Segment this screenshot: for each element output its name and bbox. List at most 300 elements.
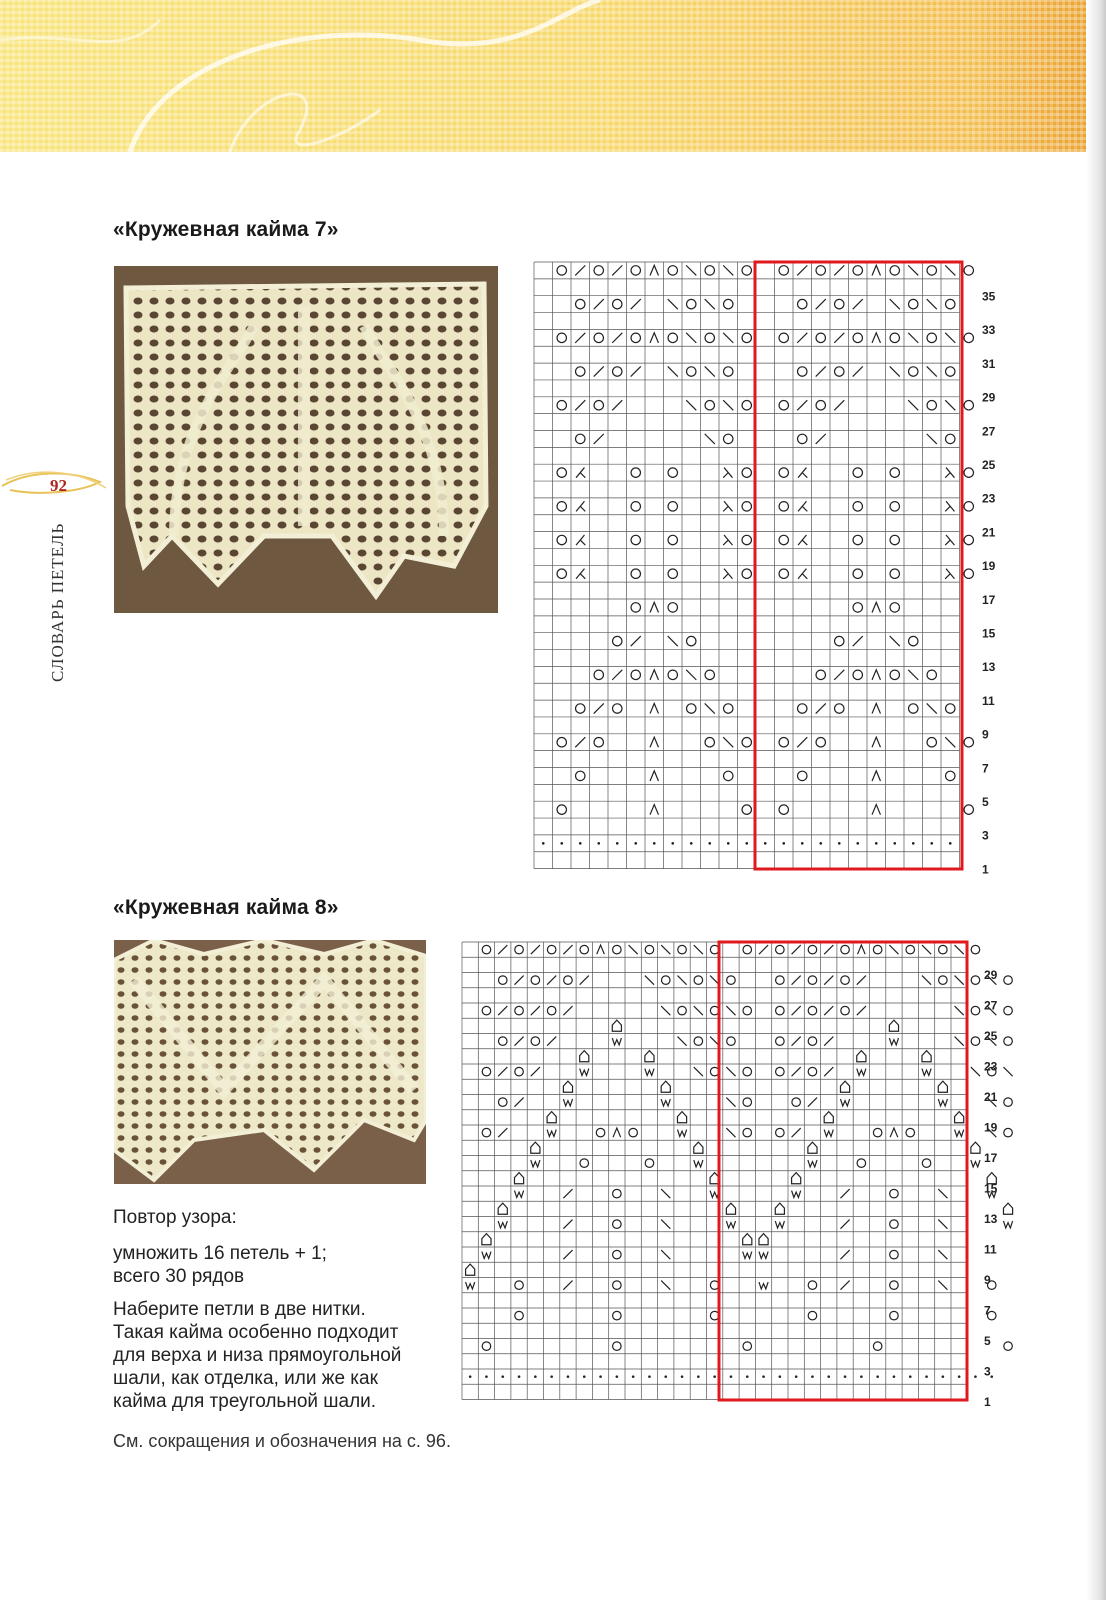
purl-icon xyxy=(909,1375,912,1378)
yarn-over-icon xyxy=(890,1311,899,1320)
ssk-icon xyxy=(726,1067,735,1076)
right-decrease-icon xyxy=(723,468,732,478)
ssk-icon xyxy=(955,976,964,985)
knot-icon xyxy=(726,1203,735,1214)
k2tog-icon xyxy=(575,400,585,410)
yarn-over-icon xyxy=(576,299,585,308)
yarn-over-icon xyxy=(743,1098,752,1107)
row-number-label: 9 xyxy=(984,1272,991,1287)
yarn-over-icon xyxy=(890,670,899,679)
knot-icon xyxy=(759,1234,768,1245)
yarn-over-icon xyxy=(808,1006,817,1015)
yarn-over-icon xyxy=(906,1128,915,1137)
right-decrease-icon xyxy=(945,468,954,478)
cluster-icon xyxy=(466,1282,475,1289)
k2tog-icon xyxy=(840,1220,849,1229)
yarn-over-icon xyxy=(668,569,677,578)
right-decrease-icon xyxy=(723,501,732,511)
ssk-icon xyxy=(955,1037,964,1046)
purl-icon xyxy=(708,842,711,845)
k2tog-icon xyxy=(759,945,768,954)
ssk-icon xyxy=(927,703,937,713)
left-decrease-icon xyxy=(798,569,807,579)
yarn-over-icon xyxy=(927,401,936,410)
yarn-over-icon xyxy=(629,1128,638,1137)
k2tog-icon xyxy=(612,400,622,410)
yarn-over-icon xyxy=(557,535,566,544)
purl-icon xyxy=(827,1375,830,1378)
knot-icon xyxy=(498,1203,507,1214)
ssk-icon xyxy=(908,333,918,343)
row-number-label: 33 xyxy=(982,323,996,338)
k2tog-icon xyxy=(834,333,844,343)
purl-icon xyxy=(779,1375,782,1378)
yarn-over-icon xyxy=(743,1342,752,1351)
cluster-icon xyxy=(694,1160,703,1167)
yarn-over-icon xyxy=(853,670,862,679)
ssk-icon xyxy=(686,670,696,680)
purl-icon xyxy=(501,1375,504,1378)
yarn-over-icon xyxy=(678,1006,687,1015)
k2tog-icon xyxy=(547,1037,556,1046)
knot-icon xyxy=(971,1142,980,1153)
yarn-over-icon xyxy=(939,976,948,985)
yarn-over-icon xyxy=(687,299,696,308)
purl-icon xyxy=(697,1375,700,1378)
ssk-icon xyxy=(686,265,696,275)
yarn-over-icon xyxy=(1004,1006,1013,1015)
yarn-over-icon xyxy=(631,535,640,544)
purl-icon xyxy=(856,842,859,845)
yarn-over-icon xyxy=(631,468,640,477)
ssk-icon xyxy=(922,976,931,985)
knot-icon xyxy=(466,1264,475,1275)
yarn-over-icon xyxy=(576,367,585,376)
row-number-label: 23 xyxy=(982,491,996,506)
purl-icon xyxy=(811,1375,814,1378)
k2tog-icon xyxy=(498,1006,507,1015)
footnote: См. сокращения и обозначения на с. 96. xyxy=(113,1431,451,1451)
knot-icon xyxy=(857,1051,866,1062)
yarn-over-icon xyxy=(779,535,788,544)
ssk-icon xyxy=(726,1006,735,1015)
yarn-over-icon xyxy=(668,468,677,477)
instruction-line: Такая кайма особенно подходит xyxy=(113,1322,399,1343)
left-decrease-icon xyxy=(576,468,585,478)
k2tog-icon xyxy=(824,1067,833,1076)
row-number-label: 13 xyxy=(984,1211,998,1226)
k2tog-icon xyxy=(563,945,572,954)
purl-icon xyxy=(838,842,841,845)
yarn-over-icon xyxy=(498,1037,507,1046)
yarn-over-icon xyxy=(678,945,687,954)
yarn-over-icon xyxy=(668,333,677,342)
cluster-icon xyxy=(482,1252,491,1259)
yarn-over-icon xyxy=(515,945,524,954)
k2tog-icon xyxy=(531,945,540,954)
yarn-over-icon xyxy=(498,1098,507,1107)
right-decrease-icon xyxy=(945,569,954,579)
ssk-icon xyxy=(723,737,733,747)
yarn-over-icon xyxy=(776,1037,785,1046)
k2tog-icon xyxy=(853,636,863,646)
yarn-over-icon xyxy=(631,670,640,679)
yarn-over-icon xyxy=(776,1067,785,1076)
row-number-label: 19 xyxy=(982,559,996,574)
repeat-line2: всего 30 рядов xyxy=(113,1266,245,1287)
yarn-over-icon xyxy=(853,569,862,578)
k2tog-icon xyxy=(514,1098,523,1107)
double-decrease-icon xyxy=(650,771,658,781)
yarn-over-icon xyxy=(742,266,751,275)
k2tog-icon xyxy=(824,945,833,954)
k2tog-icon xyxy=(857,976,866,985)
ssk-icon xyxy=(677,976,686,985)
purl-icon xyxy=(745,842,748,845)
yarn-over-icon xyxy=(743,1067,752,1076)
yarn-over-icon xyxy=(557,401,566,410)
yarn-over-icon xyxy=(631,603,640,612)
yarn-over-icon xyxy=(594,266,603,275)
purl-icon xyxy=(616,842,619,845)
ssk-icon xyxy=(705,703,715,713)
k2tog-icon xyxy=(498,1067,507,1076)
cluster-icon xyxy=(677,1130,686,1137)
double-decrease-icon xyxy=(872,737,880,747)
yarn-over-icon xyxy=(964,333,973,342)
yarn-over-icon xyxy=(873,1128,882,1137)
row-number-label: 21 xyxy=(984,1089,998,1104)
yarn-over-icon xyxy=(1004,976,1013,985)
yarn-over-icon xyxy=(1004,1037,1013,1046)
knot-icon xyxy=(514,1173,523,1184)
row-number-label: 7 xyxy=(984,1303,991,1318)
yarn-over-icon xyxy=(890,266,899,275)
row-number-label: 17 xyxy=(984,1150,998,1165)
double-decrease-icon xyxy=(858,945,866,954)
cluster-icon xyxy=(759,1252,768,1259)
row-number-label: 1 xyxy=(984,1394,991,1408)
k2tog-icon xyxy=(797,737,807,747)
yarn-over-icon xyxy=(515,1067,524,1076)
yarn-over-icon xyxy=(557,569,566,578)
page-number: 92 xyxy=(50,476,67,495)
purl-icon xyxy=(925,1375,928,1378)
ssk-icon xyxy=(694,1006,703,1015)
ssk-icon xyxy=(668,299,678,309)
yarn-over-icon xyxy=(668,266,677,275)
ssk-icon xyxy=(927,299,937,309)
repeat-info xyxy=(113,1242,327,1288)
yarn-over-icon xyxy=(742,569,751,578)
ssk-icon xyxy=(945,333,955,343)
yarn-over-icon xyxy=(694,1037,703,1046)
k2tog-icon xyxy=(514,1037,523,1046)
yarn-over-icon xyxy=(742,738,751,747)
cluster-icon xyxy=(955,1130,964,1137)
yarn-over-icon xyxy=(742,535,751,544)
yarn-over-icon xyxy=(613,1250,622,1259)
yarn-over-icon xyxy=(890,603,899,612)
yarn-over-icon xyxy=(482,1006,491,1015)
row-number-label: 15 xyxy=(982,626,996,641)
purl-icon xyxy=(653,842,656,845)
yarn-over-icon xyxy=(564,976,573,985)
purl-icon xyxy=(648,1375,651,1378)
yarn-over-icon xyxy=(631,502,640,511)
yarn-over-icon xyxy=(515,1311,524,1320)
k2tog-icon xyxy=(857,1006,866,1015)
purl-icon xyxy=(990,1375,993,1378)
yarn-over-icon xyxy=(743,945,752,954)
k2tog-icon xyxy=(498,1128,507,1137)
yarn-over-icon xyxy=(873,945,882,954)
section-label-vertical: СЛОВАРЬ ПЕТЕЛЬ xyxy=(48,522,67,682)
pattern7-photo xyxy=(114,266,498,613)
purl-icon xyxy=(671,842,674,845)
yarn-over-icon xyxy=(1004,1128,1013,1137)
ssk-icon xyxy=(938,1220,947,1229)
k2tog-icon xyxy=(531,1067,540,1076)
yarn-over-icon xyxy=(939,945,948,954)
row-number-label: 7 xyxy=(982,761,989,776)
ssk-icon xyxy=(971,1067,980,1076)
ssk-icon xyxy=(661,1189,670,1198)
knot-icon xyxy=(889,1020,898,1031)
yarn-over-icon xyxy=(742,333,751,342)
row-number-label: 3 xyxy=(984,1364,991,1379)
yarn-over-icon xyxy=(613,945,622,954)
yarn-over-icon xyxy=(841,945,850,954)
k2tog-icon xyxy=(853,299,863,309)
knot-icon xyxy=(1003,1203,1012,1214)
k2tog-icon xyxy=(594,366,604,376)
repeat-line1: умножить 16 петель + 1; xyxy=(113,1243,327,1264)
yarn-over-icon xyxy=(873,1342,882,1351)
ssk-icon xyxy=(723,400,733,410)
instruction-line: кайма для треугольной шали. xyxy=(113,1391,377,1412)
ssk-icon xyxy=(694,1067,703,1076)
yarn-over-icon xyxy=(971,976,980,985)
yarn-over-icon xyxy=(576,704,585,713)
yarn-over-icon xyxy=(808,1281,817,1290)
yarn-over-icon xyxy=(906,945,915,954)
yarn-over-icon xyxy=(835,299,844,308)
yarn-over-icon xyxy=(853,468,862,477)
knot-icon xyxy=(580,1051,589,1062)
knot-icon xyxy=(612,1020,621,1031)
yarn-over-icon xyxy=(724,704,733,713)
yarn-over-icon xyxy=(841,1006,850,1015)
yarn-over-icon xyxy=(927,670,936,679)
double-decrease-icon xyxy=(872,703,880,713)
yarn-over-icon xyxy=(779,738,788,747)
yarn-over-icon xyxy=(890,535,899,544)
pattern8-symbols xyxy=(466,945,1018,1378)
yarn-over-icon xyxy=(964,401,973,410)
cluster-icon xyxy=(580,1069,589,1076)
yarn-over-icon xyxy=(909,299,918,308)
cluster-icon xyxy=(645,1069,654,1076)
yarn-over-icon xyxy=(964,535,973,544)
yarn-over-icon xyxy=(498,976,507,985)
cluster-icon xyxy=(922,1069,931,1076)
yarn-over-icon xyxy=(705,333,714,342)
yarn-over-icon xyxy=(816,333,825,342)
k2tog-icon xyxy=(792,1006,801,1015)
purl-icon xyxy=(764,842,767,845)
k2tog-icon xyxy=(840,1281,849,1290)
yarn-over-icon xyxy=(613,299,622,308)
double-decrease-icon xyxy=(650,602,658,612)
yarn-over-icon xyxy=(531,1037,540,1046)
double-decrease-icon xyxy=(872,602,880,612)
row-number-label: 5 xyxy=(984,1333,991,1348)
pattern8-photo xyxy=(114,940,426,1184)
ssk-icon xyxy=(686,333,696,343)
k2tog-icon xyxy=(580,976,589,985)
yarn-over-icon xyxy=(613,367,622,376)
yarn-over-icon xyxy=(776,945,785,954)
yarn-over-icon xyxy=(645,1159,654,1168)
yarn-over-icon xyxy=(890,1250,899,1259)
k2tog-icon xyxy=(514,976,523,985)
k2tog-icon xyxy=(834,400,844,410)
cluster-icon xyxy=(743,1252,752,1259)
yarn-over-icon xyxy=(946,704,955,713)
ssk-icon xyxy=(705,299,715,309)
yarn-over-icon xyxy=(631,569,640,578)
double-decrease-icon xyxy=(650,265,658,275)
yarn-over-icon xyxy=(816,738,825,747)
yarn-over-icon xyxy=(580,945,589,954)
k2tog-icon xyxy=(575,333,585,343)
cluster-icon xyxy=(612,1038,621,1045)
yarn-over-icon xyxy=(779,333,788,342)
yarn-over-icon xyxy=(743,1006,752,1015)
left-decrease-icon xyxy=(576,501,585,511)
k2tog-icon xyxy=(563,1189,572,1198)
yarn-over-icon xyxy=(557,468,566,477)
yarn-over-icon xyxy=(594,670,603,679)
knot-icon xyxy=(955,1112,964,1123)
ssk-icon xyxy=(686,400,696,410)
double-decrease-icon xyxy=(650,670,658,680)
purl-icon xyxy=(875,842,878,845)
yarn-over-icon xyxy=(927,333,936,342)
purl-icon xyxy=(844,1375,847,1378)
yarn-over-icon xyxy=(724,299,733,308)
ssk-icon xyxy=(661,945,670,954)
k2tog-icon xyxy=(575,737,585,747)
ssk-icon xyxy=(922,945,931,954)
cluster-icon xyxy=(857,1069,866,1076)
cluster-icon xyxy=(531,1160,540,1167)
purl-icon xyxy=(893,1375,896,1378)
yarn-over-icon xyxy=(964,569,973,578)
purl-icon xyxy=(567,1375,570,1378)
k2tog-icon xyxy=(631,636,641,646)
k2tog-icon xyxy=(840,1189,849,1198)
double-decrease-icon xyxy=(650,333,658,343)
double-decrease-icon xyxy=(650,703,658,713)
yarn-over-icon xyxy=(742,401,751,410)
k2tog-icon xyxy=(816,434,826,444)
double-decrease-icon xyxy=(650,805,658,815)
double-decrease-icon xyxy=(613,1128,621,1137)
yarn-over-icon xyxy=(971,945,980,954)
yarn-over-icon xyxy=(909,636,918,645)
double-decrease-icon xyxy=(872,805,880,815)
cluster-icon xyxy=(889,1038,898,1045)
purl-icon xyxy=(860,1375,863,1378)
k2tog-icon xyxy=(792,1128,801,1137)
row-number-label: 11 xyxy=(982,693,995,708)
row-number-label: 29 xyxy=(984,967,998,982)
instructions xyxy=(113,1298,401,1413)
yarn-over-icon xyxy=(798,299,807,308)
lace-swatch-image-7 xyxy=(114,266,498,613)
yarn-over-icon xyxy=(857,1159,866,1168)
row-number-label: 3 xyxy=(982,828,989,843)
yarn-over-icon xyxy=(816,266,825,275)
right-decrease-icon xyxy=(945,535,954,545)
k2tog-icon xyxy=(575,265,585,275)
cluster-icon xyxy=(792,1191,801,1198)
yarn-over-icon xyxy=(576,771,585,780)
header-banner xyxy=(0,0,1106,152)
yarn-over-icon xyxy=(890,1189,899,1198)
k2tog-icon xyxy=(612,670,622,680)
purl-icon xyxy=(876,1375,879,1378)
yarn-over-icon xyxy=(853,266,862,275)
yarn-over-icon xyxy=(613,1281,622,1290)
yarn-over-icon xyxy=(946,434,955,443)
yarn-over-icon xyxy=(816,670,825,679)
k2tog-icon xyxy=(834,670,844,680)
row-number-label: 17 xyxy=(982,592,996,607)
knot-icon xyxy=(677,1112,686,1123)
yarn-over-icon xyxy=(557,805,566,814)
yarn-over-icon xyxy=(557,502,566,511)
yarn-over-icon xyxy=(798,367,807,376)
ssk-icon xyxy=(705,434,715,444)
ssk-icon xyxy=(890,299,900,309)
ssk-icon xyxy=(945,737,955,747)
pattern7-grid xyxy=(534,262,960,869)
left-decrease-icon xyxy=(798,468,807,478)
ssk-icon xyxy=(890,366,900,376)
ssk-icon xyxy=(661,1250,670,1259)
left-decrease-icon xyxy=(798,501,807,511)
k2tog-icon xyxy=(563,1220,572,1229)
purl-icon xyxy=(485,1375,488,1378)
yarn-over-icon xyxy=(661,976,670,985)
ssk-icon xyxy=(890,636,900,646)
yarn-over-icon xyxy=(631,333,640,342)
yarn-over-icon xyxy=(927,738,936,747)
yarn-over-icon xyxy=(890,1281,899,1290)
yarn-over-icon xyxy=(835,636,844,645)
ssk-icon xyxy=(945,265,955,275)
ssk-icon xyxy=(668,636,678,646)
row-number-label: 27 xyxy=(982,424,996,439)
yarn-over-icon xyxy=(631,266,640,275)
purl-icon xyxy=(518,1375,521,1378)
k2tog-icon xyxy=(792,976,801,985)
k2tog-icon xyxy=(808,1098,817,1107)
pattern7-symbols xyxy=(542,265,974,844)
